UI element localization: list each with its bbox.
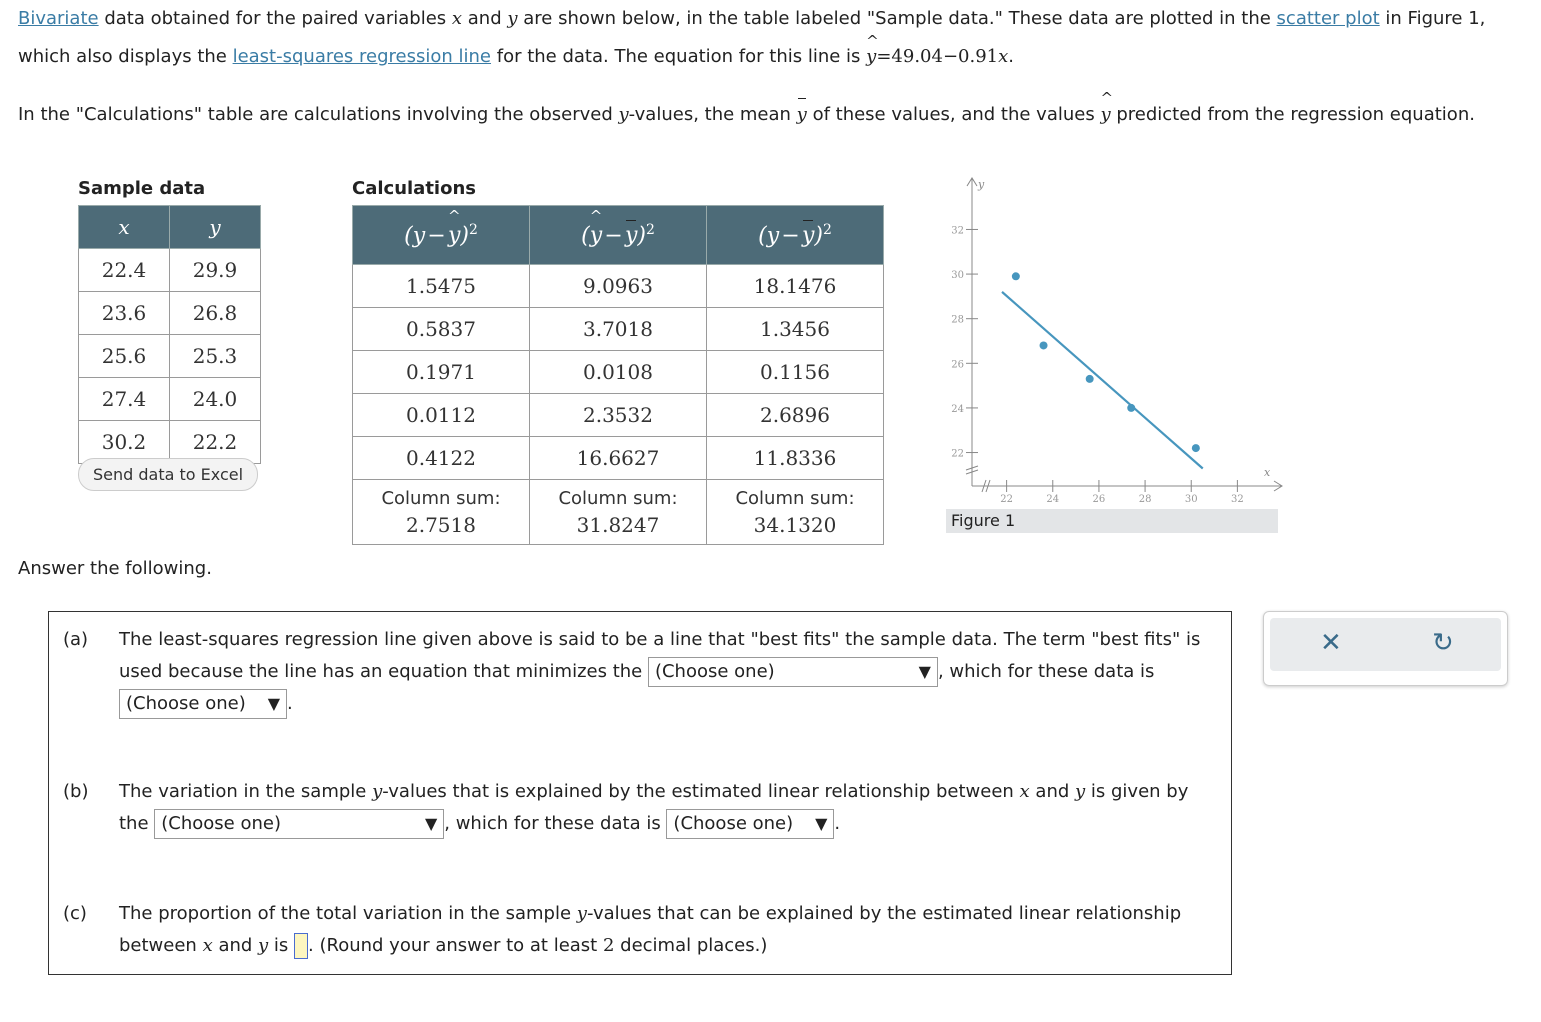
y-axis-label: y (978, 178, 985, 191)
close-icon[interactable]: ✕ (1320, 628, 1342, 658)
y-tick-label: 24 (951, 403, 964, 415)
data-point (1127, 404, 1135, 412)
data-point (1040, 341, 1048, 349)
b-explained-select[interactable]: (Choose one) ▼ (154, 809, 444, 839)
table-row: 22.4 29.9 (79, 249, 261, 292)
y-tick-label: 22 (951, 448, 964, 460)
a-minimizes-select[interactable]: (Choose one) ▼ (648, 657, 938, 687)
table-row: 1.5475 9.0963 18.1476 (353, 265, 884, 308)
y-tick-label: 26 (951, 359, 964, 371)
question-box (48, 611, 1232, 975)
column-sum-row (353, 480, 884, 545)
y-tick-label: 30 (951, 270, 964, 282)
y-tick-label: 28 (951, 314, 964, 326)
x-tick-label: 24 (1046, 494, 1060, 505)
header-resid-sq: (y − ^ y)$^2$ (353, 206, 530, 265)
table-row: 0.5837 3.7018 1.3456 (353, 308, 884, 351)
yhat-symbol: ^ y (1100, 101, 1110, 128)
question-c: (c) The proportion of the total variation in the sample y-values that can be explained by the estimated linear relationship between x and y is . (Round your answer to at least 2 decimal places.) (63, 898, 1213, 962)
regression-equation-yhat: ^ y (866, 38, 876, 76)
scatter-plot-link[interactable]: scatter plot (1276, 8, 1380, 29)
header-y: y (170, 206, 261, 249)
x-tick-label: 22 (1000, 494, 1013, 505)
intro-paragraph-2: In the "Calculations" table are calculations involving the observed y-values, the mean y of these values, and the values ^ y predicted from the regression equation. (18, 101, 1498, 128)
calculations-title: Calculations (352, 178, 476, 199)
header-total-sq: (y − y)$^2$ (707, 206, 884, 265)
table-row: 25.6 25.3 (79, 335, 261, 378)
table-row: 0.1971 0.0108 0.1156 (353, 351, 884, 394)
scatter-plot (930, 170, 1290, 510)
question-a: (a) The least-squares regression line given above is said to be a line that "best fits" the sample data. The term "best fits" is used because the line has an equation that minimizes the (Choose one) ▼ , which for these data is (Choose one) ▼ . (63, 624, 1213, 720)
column-sum-3: Column sum: 34.1320 (707, 480, 884, 545)
answer-prompt: Answer the following. (18, 558, 212, 579)
tool-panel (1263, 611, 1508, 686)
x-tick-label: 30 (1184, 494, 1198, 505)
figure-caption: Figure 1 (946, 509, 1278, 533)
table-row: 23.6 26.8 (79, 292, 261, 335)
regression-line-link[interactable]: least-squares regression line (232, 46, 492, 67)
regression-equation: =49.04−0.91 (876, 46, 999, 67)
reset-icon[interactable]: ↻ (1432, 628, 1454, 658)
table-row: 0.0112 2.3532 2.6896 (353, 394, 884, 437)
send-to-excel-button[interactable]: Send data to Excel (78, 458, 258, 491)
bivariate-link[interactable]: Bivariate (18, 8, 99, 29)
y-tick-label: 32 (951, 225, 964, 237)
data-point (1012, 272, 1020, 280)
table-row: 27.4 24.0 (79, 378, 261, 421)
x-tick-label: 32 (1231, 494, 1244, 505)
column-sum-1: Column sum: 2.7518 (353, 480, 530, 545)
table-row: 0.4122 16.6627 11.8336 (353, 437, 884, 480)
x-axis-label: x (1264, 466, 1271, 479)
x-tick-label: 28 (1138, 494, 1152, 505)
header-explained-sq: (^ y − y)$^2$ (530, 206, 707, 265)
proportion-input[interactable] (294, 933, 308, 959)
intro-paragraph-1: Bivariate data obtained for the paired variables x and y are shown below, in the table labeled "Sample data." These data are plotted in the scatter plot in Figure 1, which also displays the least-squares regression line for the data. The equation for this line is ^ y=49.04−0.91x. (18, 0, 1528, 76)
sample-data-title: Sample data (78, 178, 206, 199)
column-sum-2: Column sum: 31.8247 (530, 480, 707, 545)
data-point (1086, 375, 1094, 383)
table-row: 30.2 22.2 (79, 421, 261, 464)
regression-line (1002, 292, 1203, 469)
sample-data-table (78, 205, 261, 464)
calculations-table (352, 205, 884, 545)
data-point (1192, 444, 1200, 452)
header-x: x (79, 206, 170, 249)
b-value-select[interactable]: (Choose one) ▼ (666, 809, 834, 839)
question-b: (b) The variation in the sample y-values that is explained by the estimated linear relationship between x and y is given by the (Choose one) ▼ , which for these data is (Choose one) ▼ . (63, 776, 1213, 840)
ybar-symbol: y (797, 101, 807, 128)
a-value-select[interactable]: (Choose one) ▼ (119, 689, 287, 719)
x-tick-label: 26 (1092, 494, 1106, 505)
